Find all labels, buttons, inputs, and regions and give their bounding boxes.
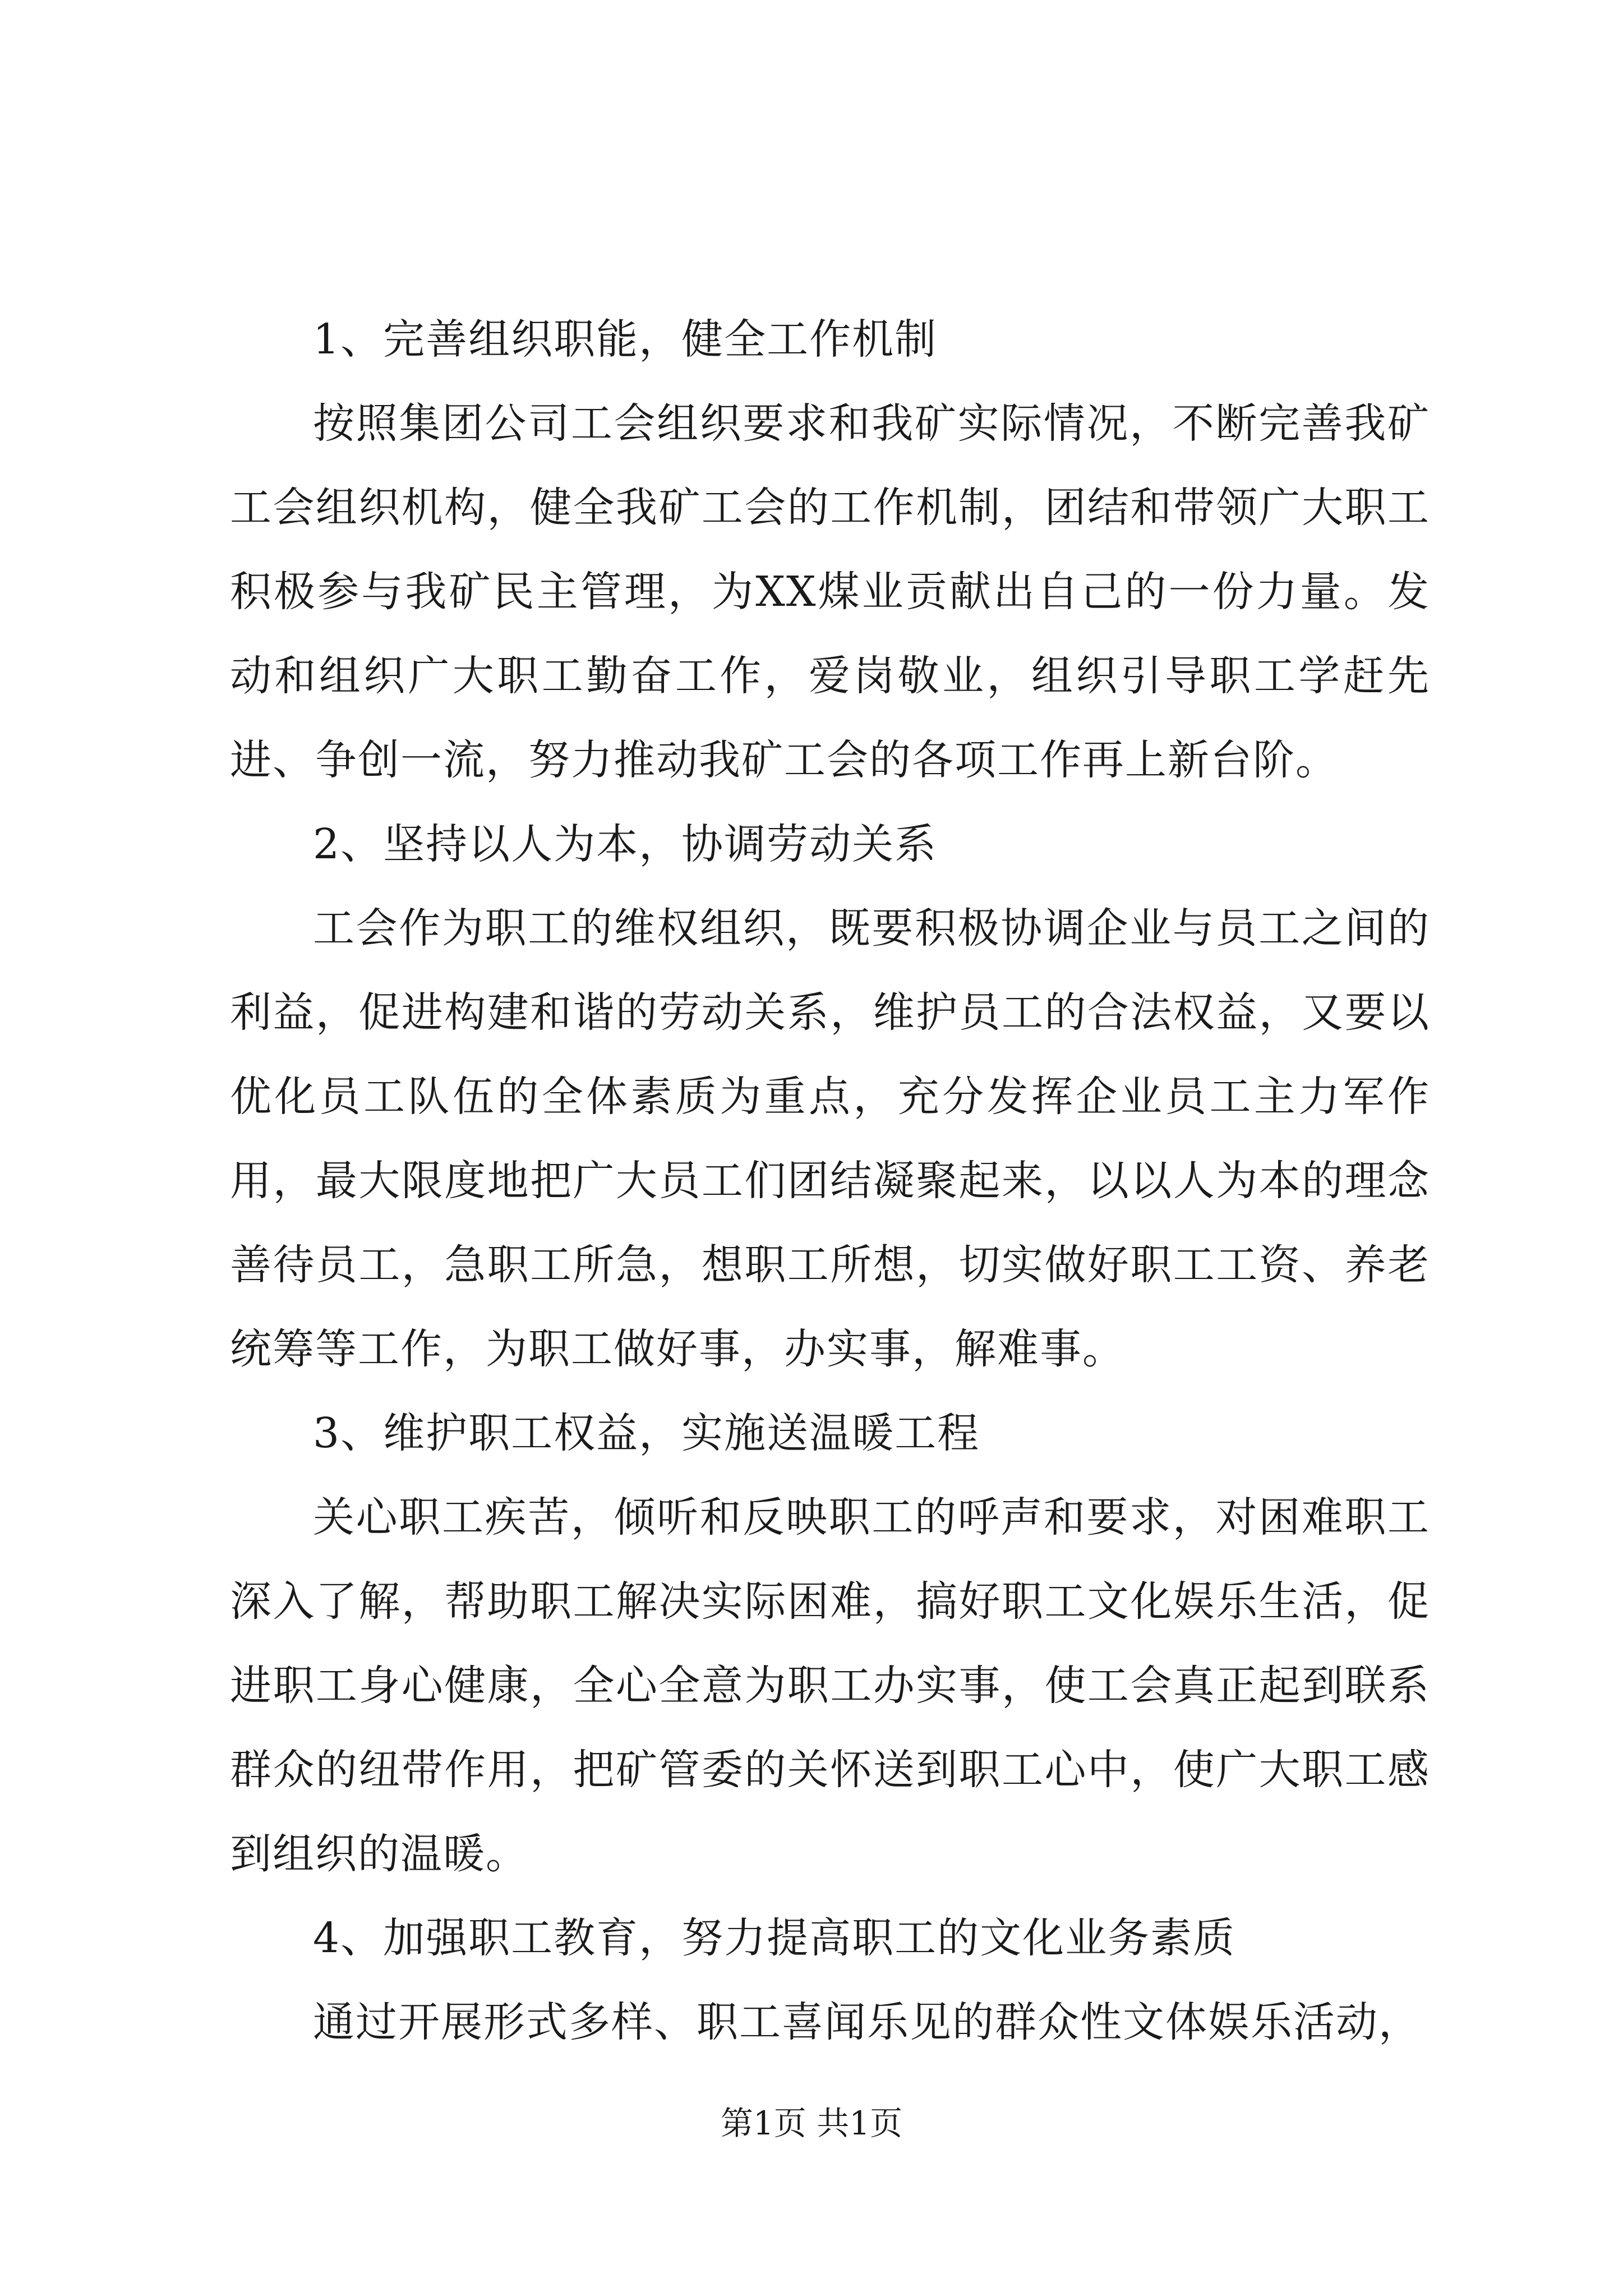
section-1-heading: 1、完善组织职能，健全工作机制 [313,315,938,364]
section-3-paragraph: 关心职工疾苦，倾听和反映职工的呼声和要求，对困难职工深入了解，帮助职工解决实际困难，搞好职工文化娱乐生活，促进职工身心健康，全心全意为职工办实事，使工会真正起到联系群众的纽带作用，把矿管委的关怀送到职工心中，使广大职工感到组织的温暖。 [230,1493,1430,1878]
section-4-paragraph: 通过开展形式多样、职工喜闻乐见的群众性文体娱乐活动， [313,1998,1421,2046]
section-4-heading: 4、加强职工教育，努力提高职工的文化业务素质 [313,1914,1236,1962]
page-footer: 第1页 共1页 [720,2104,903,2142]
section-2-heading: 2、坚持以人为本，协调劳动关系 [313,820,938,868]
section-3-heading: 3、维护职工权益，实施送温暖工程 [313,1409,980,1457]
section-1-paragraph: 按照集团公司工会组织要求和我矿实际情况，不断完善我矿工会组织机构，健全我矿工会的工作机制，团结和带领广大职工积极参与我矿民主管理，为XX煤业贡献出自己的一份力量。发动和组织广大职工勤奋工作，爱岗敬业，组织引导职工学赶先进、争创一流，努力推动我矿工会的各项工作再上新台阶。 [230,399,1430,784]
section-2-paragraph: 工会作为职工的维权组织，既要积极协调企业与员工之间的利益，促进构建和谐的劳动关系，维护员工的合法权益，又要以优化员工队伍的全体素质为重点，充分发挥企业员工主力军作用，最大限度地把广大员工们团结凝聚起来，以以人为本的理念善待员工，急职工所急，想职工所想，切实做好职工工资、养老统筹等工作，为职工做好事，办实事，解难事。 [230,904,1430,1373]
document-body [230,297,1430,2064]
